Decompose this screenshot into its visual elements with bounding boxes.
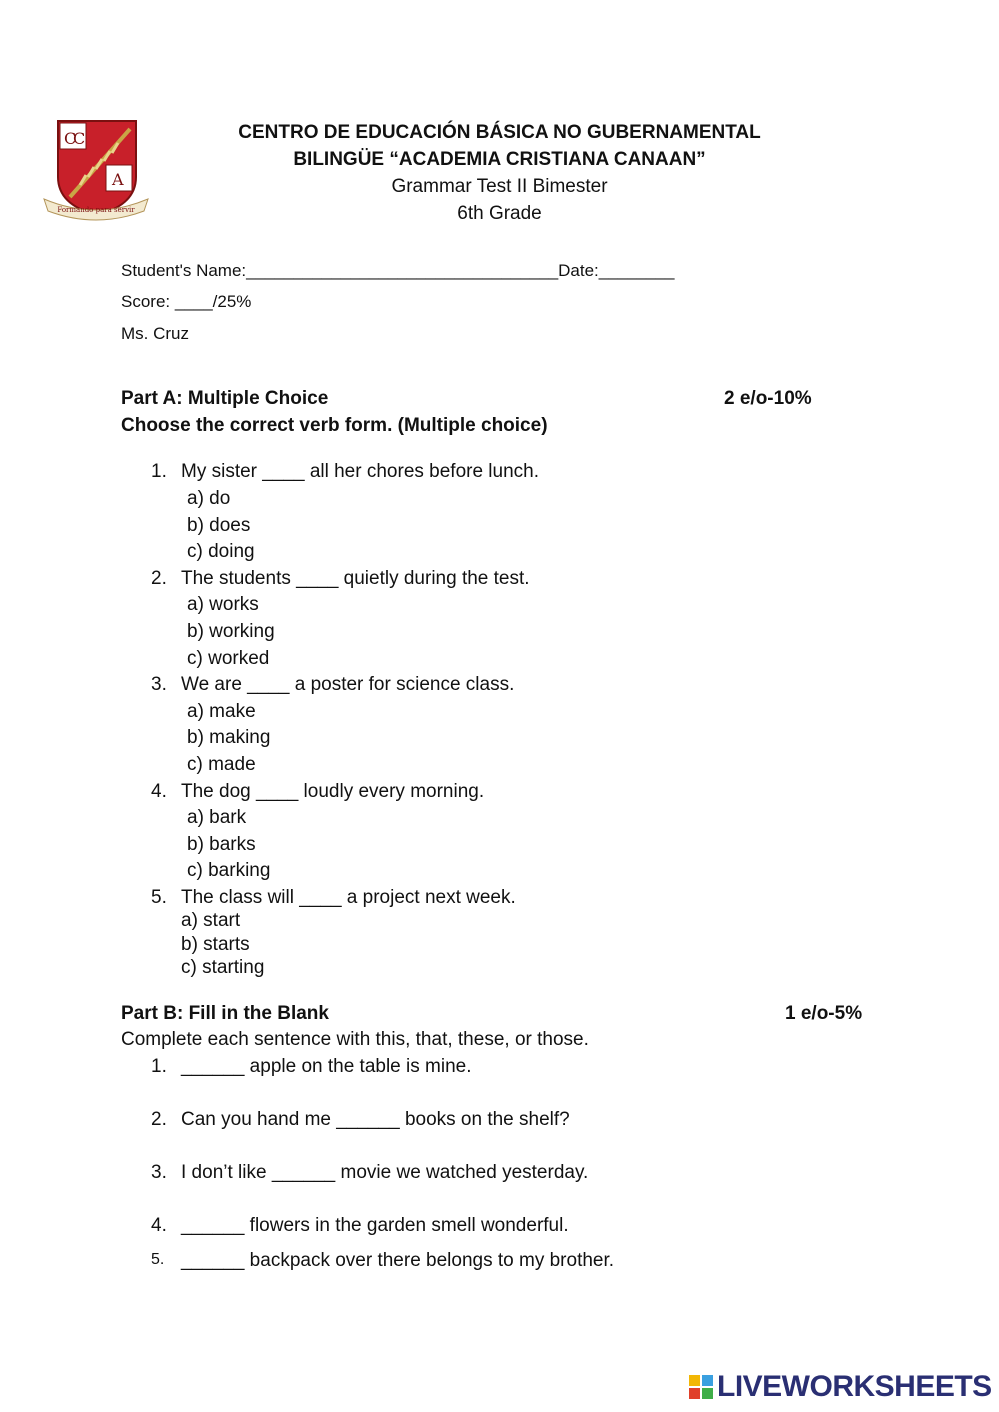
part-a-title: Part A: Multiple Choice [121, 388, 329, 409]
answer-option[interactable]: b) does [187, 515, 251, 536]
logo-letter-a: A [112, 170, 124, 189]
answer-option[interactable]: a) do [187, 488, 231, 509]
part-a-points: 2 e/o-10% [724, 388, 812, 409]
fill-number: 5. [151, 1251, 165, 1268]
fill-number: 4. [151, 1215, 167, 1236]
answer-option[interactable]: a) bark [187, 807, 247, 828]
fill-number: 1. [151, 1056, 167, 1077]
fill-sentence[interactable]: ______ apple on the table is mine. [181, 1056, 472, 1077]
fill-sentence[interactable]: Can you hand me ______ books on the shelf? [181, 1109, 570, 1130]
question-number: 4. [151, 781, 167, 802]
answer-option[interactable]: a) works [187, 594, 259, 615]
test-title: Grammar Test II Bimester [391, 176, 608, 197]
liveworksheets-logo-icon [689, 1375, 713, 1399]
liveworksheets-brand[interactable] [689, 1372, 992, 1402]
logo-letter-c2: C [73, 129, 86, 148]
logo-motto: Formando para servir [57, 206, 135, 214]
score-line: Score: ____/25% [121, 292, 252, 311]
question-text: We are ____ a poster for science class. [181, 674, 515, 695]
part-b-instruction: Complete each sentence with this, that, these, or those. [121, 1029, 589, 1050]
fill-sentence[interactable]: ______ backpack over there belongs to my brother. [181, 1250, 615, 1271]
fill-number: 3. [151, 1162, 167, 1183]
part-b-title: Part B: Fill in the Blank [121, 1003, 329, 1024]
question-number: 3. [151, 674, 167, 695]
fill-number: 2. [151, 1109, 167, 1130]
part-a-instruction: Choose the correct verb form. (Multiple choice) [121, 415, 548, 436]
school-name-line1: CENTRO DE EDUCACIÓN BÁSICA NO GUBERNAMENTAL [238, 122, 761, 143]
school-name-line2: BILINGÜE “ACADEMIA CRISTIANA CANAAN” [293, 149, 706, 170]
question-number: 5. [151, 887, 167, 908]
answer-option[interactable]: b) working [187, 621, 275, 642]
answer-option[interactable]: b) barks [187, 834, 256, 855]
answer-option[interactable]: a) make [187, 701, 256, 722]
student-name-date-line: Student's Name:_________________________________Date:________ [121, 261, 675, 280]
answer-option[interactable]: c) worked [187, 648, 270, 669]
question-text: The class will ____ a project next week. [181, 887, 516, 908]
answer-option[interactable]: c) starting [181, 957, 265, 978]
logo-letter-c1: C [64, 129, 77, 148]
answer-option[interactable]: c) doing [187, 541, 255, 562]
answer-option[interactable]: c) barking [187, 860, 271, 881]
answer-option[interactable]: c) made [187, 754, 256, 775]
fill-sentence[interactable]: ______ flowers in the garden smell wonderful. [181, 1215, 569, 1236]
question-text: The dog ____ loudly every morning. [181, 781, 485, 802]
grade-label: 6th Grade [457, 203, 542, 224]
answer-option[interactable]: b) making [187, 727, 271, 748]
answer-option[interactable]: a) start [181, 910, 241, 931]
teacher-name: Ms. Cruz [121, 324, 189, 343]
question-text: The students ____ quietly during the test. [181, 568, 530, 589]
question-number: 2. [151, 568, 167, 589]
question-text: My sister ____ all her chores before lunch. [181, 461, 540, 482]
part-b-points: 1 e/o-5% [785, 1003, 863, 1024]
brand-name: LIVEWORKSHEETS [717, 1370, 992, 1403]
answer-option[interactable]: b) starts [181, 934, 250, 955]
fill-sentence[interactable]: I don’t like ______ movie we watched yesterday. [181, 1162, 589, 1183]
question-number: 1. [151, 461, 167, 482]
